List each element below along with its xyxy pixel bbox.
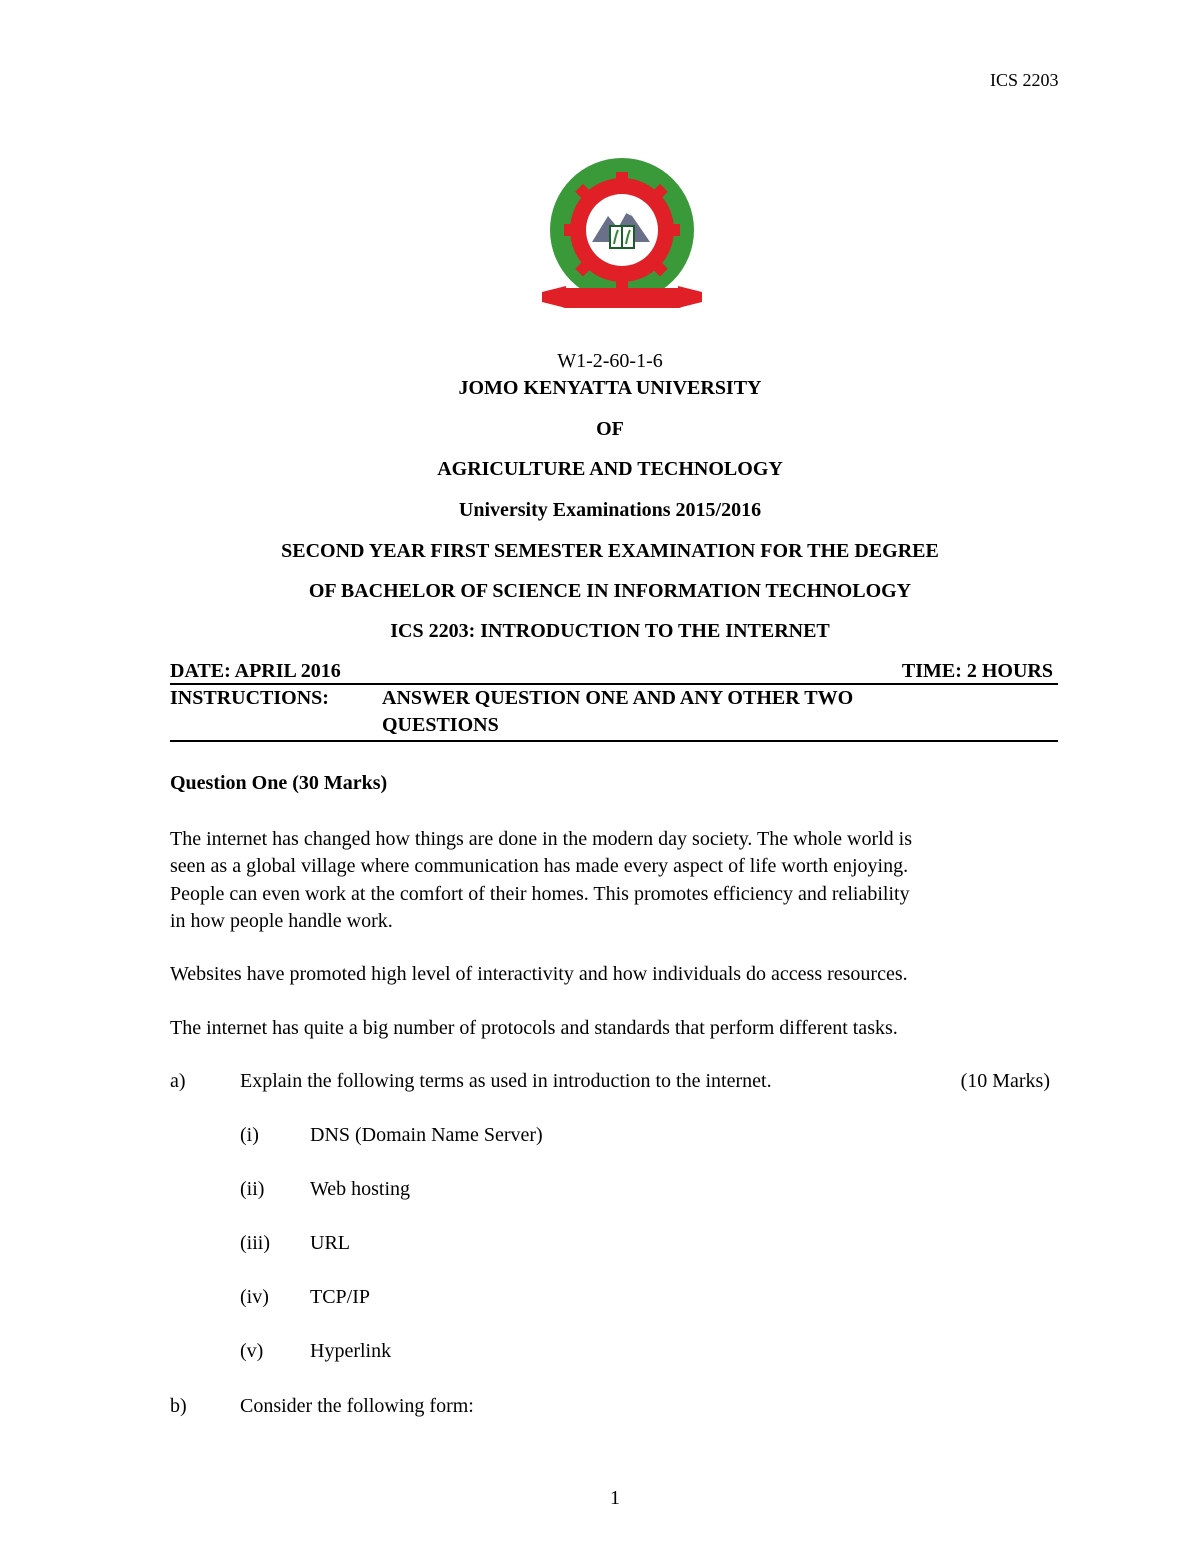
part-a-label: a) [170,1070,186,1092]
part-b-label: b) [170,1395,187,1417]
item-text: Web hosting [310,1178,411,1200]
item-number: (iii) [240,1232,270,1254]
degree-line1: SECOND YEAR FIRST SEMESTER EXAMINATION FOR THE DEGREE [281,540,939,562]
exam-code: W1-2-60-1-6 [557,350,663,372]
question-one-para1-l1: The internet has changed how things are done in the modern day society. The whole world is [170,828,913,850]
part-b-text: Consider the following form: [240,1395,474,1417]
question-one-para1-l3: People can even work at the comfort of their homes. This promotes efficiency and reliability [170,883,910,905]
exam-time: TIME: 2 HOURS [901,660,1053,682]
university-name-line3: AGRICULTURE AND TECHNOLOGY [437,458,783,480]
header-rule-bottom [170,740,1058,742]
part-a-text: Explain the following terms as used in introduction to the internet. [240,1070,772,1092]
exam-date: DATE: APRIL 2016 [170,660,341,682]
examinations-year: University Examinations 2015/2016 [458,499,762,521]
university-logo [536,150,708,322]
question-one-para3: The internet has quite a big number of protocols and standards that perform different tasks. [170,1017,898,1039]
item-text: TCP/IP [310,1286,371,1308]
header-course-code: ICS 2203 [990,70,1059,90]
item-number: (iv) [240,1286,269,1308]
page-number: 1 [610,1487,620,1509]
degree-line2: OF BACHELOR OF SCIENCE IN INFORMATION TECHNOLOGY [308,580,912,602]
part-a-marks: (10 Marks) [960,1070,1050,1092]
item-text: Hyperlink [310,1340,392,1362]
question-one-para1-l4: in how people handle work. [170,910,393,932]
question-one-para2: Websites have promoted high level of interactivity and how individuals do access resources. [170,963,908,985]
logo-banner [562,288,682,308]
item-text: URL [310,1232,350,1254]
instructions-line2: QUESTIONS [382,714,499,736]
course-title: ICS 2203: INTRODUCTION TO THE INTERNET [390,620,830,642]
item-text: DNS (Domain Name Server) [310,1124,543,1146]
header-rule-top [170,683,1058,685]
item-number: (i) [240,1124,259,1146]
question-one-heading: Question One (30 Marks) [170,772,388,794]
university-name-line2: OF [596,418,624,440]
item-number: (ii) [240,1178,265,1200]
instructions-line1: ANSWER QUESTION ONE AND ANY OTHER TWO [382,687,854,709]
instructions-label: INSTRUCTIONS: [170,687,329,709]
question-one-para1-l2: seen as a global village where communication has made every aspect of life worth enjoying. [170,855,909,877]
university-name-line1: JOMO KENYATTA UNIVERSITY [458,377,762,399]
item-number: (v) [240,1340,264,1362]
